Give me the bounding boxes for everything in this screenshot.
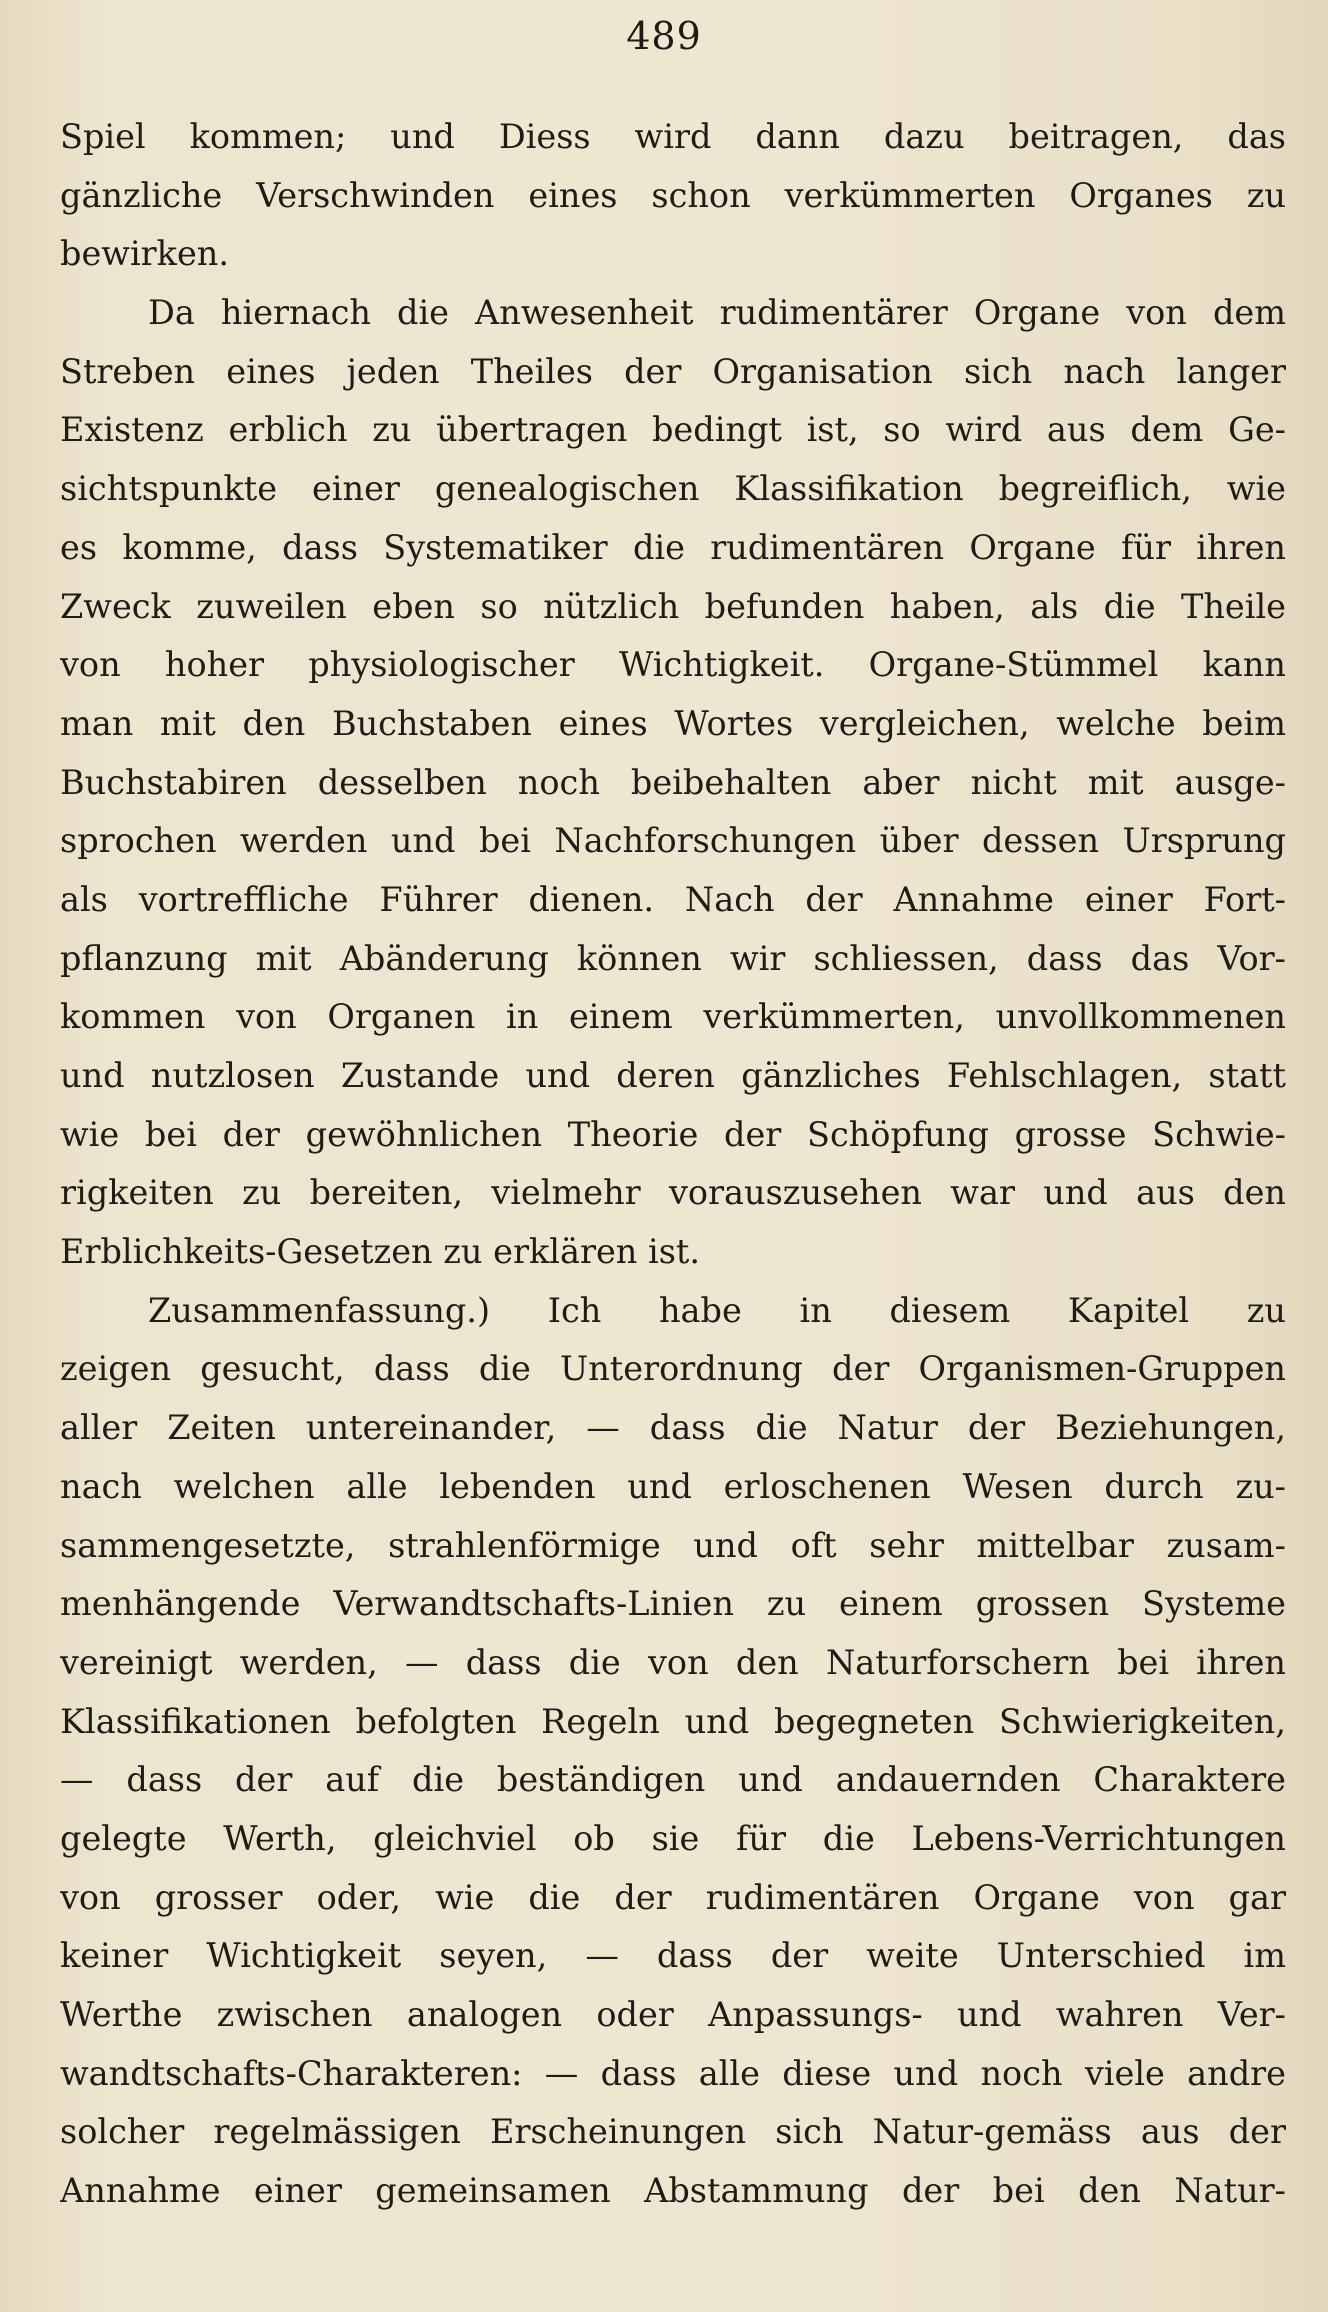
text-line-32: keiner Wichtigkeit seyen, — dass der weite Unterschied im <box>60 1936 1286 1976</box>
text-line-33: Werthe zwischen analogen oder Anpassungs- und wahren Ver- <box>60 1995 1286 2034</box>
text-line-9: Zweck zuweilen eben so nützlich befunden haben, als die Theile <box>60 586 1286 626</box>
text-line-31: von grosser oder, wie die der rudimentären Organe von gar <box>60 1877 1286 1917</box>
text-line-16: kommen von Organen in einem verkümmerten, unvollkommenen <box>60 997 1286 1037</box>
text-line-24: nach welchen alle lebenden und erloschenen Wesen durch zu- <box>60 1466 1286 1506</box>
text-line-11: man mit den Buchstaben eines Wortes vergleichen, welche beim <box>60 703 1286 743</box>
text-line-23: aller Zeiten untereinander, — dass die Natur der Beziehungen, <box>60 1408 1286 1448</box>
body-text <box>60 108 1286 2221</box>
text-line-4: Da hiernach die Anwesenheit rudimentärer Organe von dem <box>148 293 1286 333</box>
text-line-12: Buchstabiren desselben noch beibehalten aber nicht mit ausge- <box>60 762 1286 802</box>
text-line-13: sprochen werden und bei Nachforschungen über dessen Ursprung <box>60 821 1286 861</box>
text-line-7: sichtspunkte einer genealogischen Klassifikation begreiflich, wie <box>60 469 1286 509</box>
text-line-15: pflanzung mit Abänderung können wir schliessen, dass das Vor- <box>60 938 1286 978</box>
text-line-36: Annahme einer gemeinsamen Abstammung der bei den Natur- <box>60 2171 1286 2211</box>
text-line-8: es komme, dass Systematiker die rudimentären Organe für ihren <box>60 527 1286 567</box>
section-heading-line: Zusammenfassung.) Ich habe in diesem Kapitel zu <box>148 1290 1286 1330</box>
text-line-34: wandtschafts-Charakteren: — dass alle diese und noch viele andre <box>60 2053 1286 2093</box>
text-line-26: menhängende Verwandtschafts-Linien zu einem grossen Systeme <box>60 1584 1286 1624</box>
text-line-17: und nutzlosen Zustande und deren gänzliches Fehlschlagen, statt <box>60 1056 1286 1095</box>
text-line-5: Streben eines jeden Theiles der Organisation sich nach langer <box>60 351 1286 391</box>
page-number: 489 <box>626 14 702 58</box>
text-line-18: wie bei der gewöhnlichen Theorie der Schöpfung grosse Schwie- <box>60 1114 1286 1154</box>
text-line-29: — dass der auf die beständigen und andauernden Charaktere <box>60 1760 1286 1800</box>
text-line-35: solcher regelmässigen Erscheinungen sich Natur-gemäss aus der <box>60 2112 1286 2152</box>
text-line-19: rigkeiten zu bereiten, vielmehr vorauszusehen war und aus den <box>60 1173 1286 1213</box>
text-line-28: Klassifikationen befolgten Regeln und begegneten Schwierigkeiten, <box>60 1701 1286 1741</box>
text-line-14: als vortreffliche Führer dienen. Nach der Annahme einer Fort- <box>60 879 1286 919</box>
text-line-20: Erblichkeits-Gesetzen zu erklären ist. <box>60 1232 701 1272</box>
text-line-2: gänzliche Verschwinden eines schon verkümmerten Organes zu <box>60 175 1286 215</box>
text-line-22: zeigen gesucht, dass die Unterordnung der Organismen-Gruppen <box>60 1349 1286 1389</box>
text-line-30: gelegte Werth, gleichviel ob sie für die Lebens-Verrichtungen <box>60 1818 1286 1858</box>
text-line-3: bewirken. <box>60 234 230 274</box>
text-line-6: Existenz erblich zu übertragen bedingt ist, so wird aus dem Ge- <box>60 410 1286 450</box>
text-line-25: sammengesetzte, strahlenförmige und oft sehr mittelbar zusam- <box>60 1525 1286 1565</box>
text-line-10: von hoher physiologischer Wichtigkeit. Organe-Stümmel kann <box>60 645 1286 685</box>
text-line-27: vereinigt werden, — dass die von den Naturforschern bei ihren <box>60 1642 1286 1682</box>
text-line-1: Spiel kommen; und Diess wird dann dazu beitragen, das <box>60 117 1286 156</box>
